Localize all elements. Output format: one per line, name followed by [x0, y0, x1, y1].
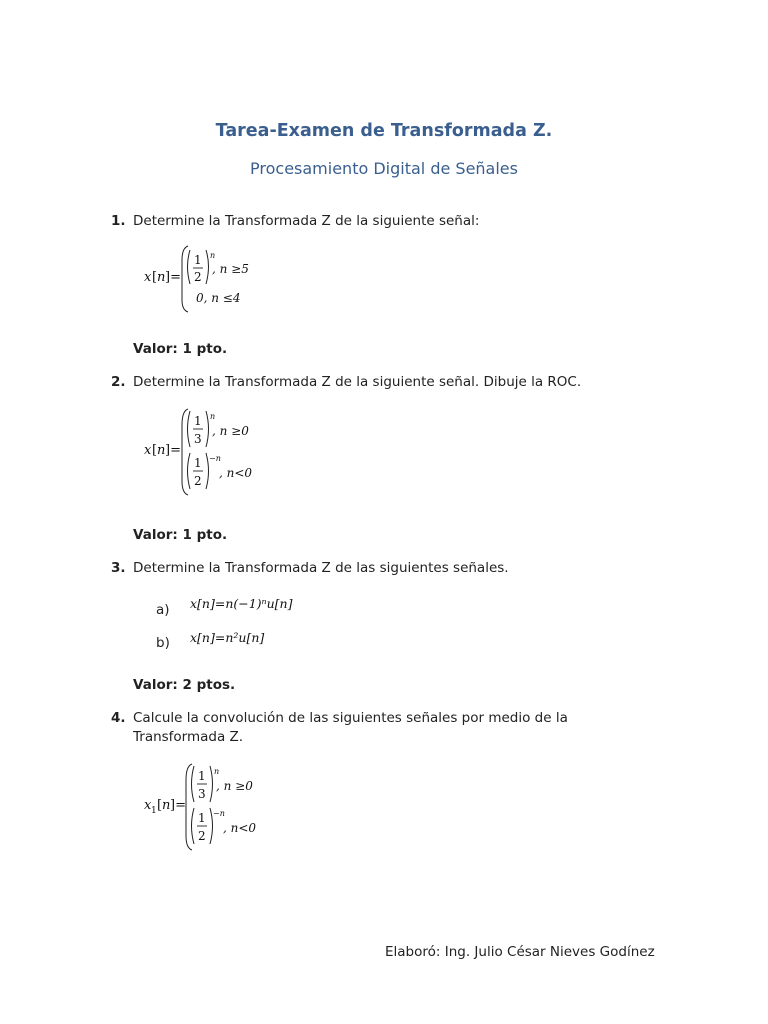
svg-text:n: n: [157, 443, 166, 458]
question-1-number: 1.: [111, 213, 126, 229]
svg-text:, n ≥5: , n ≥5: [212, 262, 249, 276]
svg-text:n: n: [210, 251, 216, 260]
document-subtitle: Procesamiento Digital de Señales: [250, 159, 518, 178]
svg-text:x: x: [144, 443, 152, 458]
svg-text:1: 1: [194, 253, 202, 267]
question-3-item-a-expr: x[n]=n(−1)ⁿu[n]: [190, 596, 293, 611]
question-2-text: Determine la Transformada Z de la siguiente señal. Dibuje la ROC.: [133, 374, 582, 390]
question-4-equation: [140, 760, 290, 855]
question-1-valor: Valor: 1 pto.: [133, 341, 228, 357]
svg-text:0, n ≤4: 0, n ≤4: [196, 291, 241, 305]
svg-text:2: 2: [194, 270, 202, 284]
document-title: Tarea-Examen de Transformada Z.: [215, 121, 553, 141]
svg-text:, n ≥0: , n ≥0: [212, 424, 249, 438]
question-4-text-line1: Calcule la convolución de las siguientes señales por medio de la: [133, 710, 568, 726]
svg-text:1: 1: [151, 806, 157, 816]
svg-text:n: n: [214, 767, 220, 776]
svg-text:−n: −n: [209, 454, 221, 463]
question-1-equation: [140, 240, 280, 315]
svg-text:3: 3: [194, 432, 202, 446]
question-4-text-line2: Transformada Z.: [133, 729, 244, 745]
question-3-item-b-expr: x[n]=n²u[n]: [190, 630, 265, 645]
question-4-number: 4.: [111, 710, 126, 726]
question-3-item-b-label: b): [156, 635, 170, 651]
svg-text:[: [: [152, 443, 158, 458]
svg-text:]=: ]=: [170, 798, 186, 813]
author-credit: Elaboró: Ing. Julio César Nieves Godínez: [385, 944, 655, 960]
svg-text:n: n: [210, 412, 216, 421]
svg-text:, n<0: , n<0: [223, 821, 257, 835]
svg-text:n: n: [157, 270, 166, 285]
equation-lhs: x: [144, 270, 152, 285]
svg-text:, n ≥0: , n ≥0: [216, 779, 253, 793]
svg-text:1: 1: [194, 456, 202, 470]
svg-text:1: 1: [194, 414, 202, 428]
svg-text:]=: ]=: [165, 270, 181, 285]
svg-text:3: 3: [198, 787, 206, 801]
svg-text:2: 2: [194, 474, 202, 488]
question-3-item-a-label: a): [156, 602, 170, 618]
question-3-valor: Valor: 2 ptos.: [133, 677, 236, 693]
svg-text:[: [: [157, 798, 163, 813]
svg-text:[: [: [152, 270, 158, 285]
svg-text:1: 1: [198, 811, 206, 825]
svg-text:2: 2: [198, 829, 206, 843]
question-2-valor: Valor: 1 pto.: [133, 527, 228, 543]
question-2-equation: [140, 405, 290, 500]
question-1-text: Determine la Transformada Z de la siguiente señal:: [133, 213, 480, 229]
svg-text:n: n: [162, 798, 171, 813]
question-3-number: 3.: [111, 560, 126, 576]
question-3-text: Determine la Transformada Z de las siguientes señales.: [133, 560, 509, 576]
svg-text:1: 1: [198, 769, 206, 783]
svg-text:]=: ]=: [165, 443, 181, 458]
svg-text:−n: −n: [213, 809, 225, 818]
svg-text:, n<0: , n<0: [219, 466, 253, 480]
svg-text:x: x: [144, 798, 152, 813]
question-2-number: 2.: [111, 374, 126, 390]
